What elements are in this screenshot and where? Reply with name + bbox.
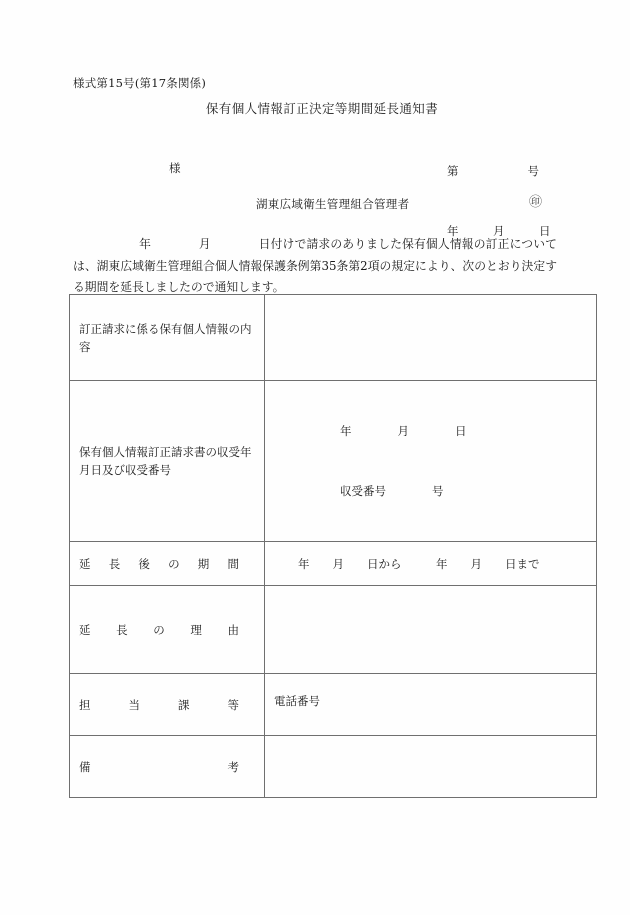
row-value-cell[interactable] <box>265 381 597 542</box>
row-label-cell <box>70 542 265 586</box>
row-label: 訂正請求に係る保有個人情報の内容 <box>79 321 252 354</box>
table-row <box>70 674 597 736</box>
table-row <box>70 295 597 381</box>
receipt-fields <box>274 381 587 541</box>
row-label-cell <box>70 674 265 736</box>
row-label: 延長後の期間 <box>79 556 239 571</box>
body-paragraph <box>73 234 557 299</box>
row-value-cell[interactable] <box>265 736 597 798</box>
reference-number-line: 第 号 <box>447 164 539 178</box>
telephone-field <box>274 693 587 716</box>
row-value-cell[interactable] <box>265 295 597 381</box>
row-label: 担当課等 <box>79 697 239 712</box>
issuer-name: 湖東広域衛生管理組合管理者 <box>256 197 410 211</box>
row-label-cell <box>70 381 265 542</box>
row-label: 延長の理由 <box>79 622 239 637</box>
table-row <box>70 381 597 542</box>
row-label: 備考 <box>79 759 239 774</box>
issue-date-line: 年 月 日 <box>447 224 551 238</box>
table-row <box>70 736 597 798</box>
addressee-honorific: 様 <box>169 161 181 175</box>
document-title: 保有個人情報訂正決定等期間延長通知書 <box>205 101 439 116</box>
table-row <box>70 586 597 674</box>
form-table <box>69 294 597 798</box>
row-value-cell[interactable] <box>265 674 597 736</box>
receipt-date-line: 年 月 日 <box>340 424 467 438</box>
form-number: 様式第15号(第17条関係) <box>73 76 207 90</box>
telephone-label: 電話番号 <box>274 694 320 708</box>
seal-icon: ㊞ <box>529 195 543 210</box>
body-date-blanks: 年 月 日 <box>139 237 271 251</box>
row-label-cell <box>70 295 265 381</box>
receipt-number-line: 収受番号 号 <box>340 484 444 498</box>
row-label-cell <box>70 586 265 674</box>
extended-period-value: 年 月 日から 年 月 日まで <box>298 556 540 571</box>
row-label-cell <box>70 736 265 798</box>
body-text: 付けで請求のありました保有個人情報の訂正については、湖東広域衛生管理組合個人情報保護条例第35条第2項の規定により、次のとおり決定する期間を延長しましたので通知します。 <box>73 237 557 294</box>
table-row <box>70 542 597 586</box>
row-value-cell[interactable] <box>265 586 597 674</box>
row-value-cell[interactable] <box>265 542 597 586</box>
row-label: 保有個人情報訂正請求書の収受年月日及び収受番号 <box>79 445 252 477</box>
